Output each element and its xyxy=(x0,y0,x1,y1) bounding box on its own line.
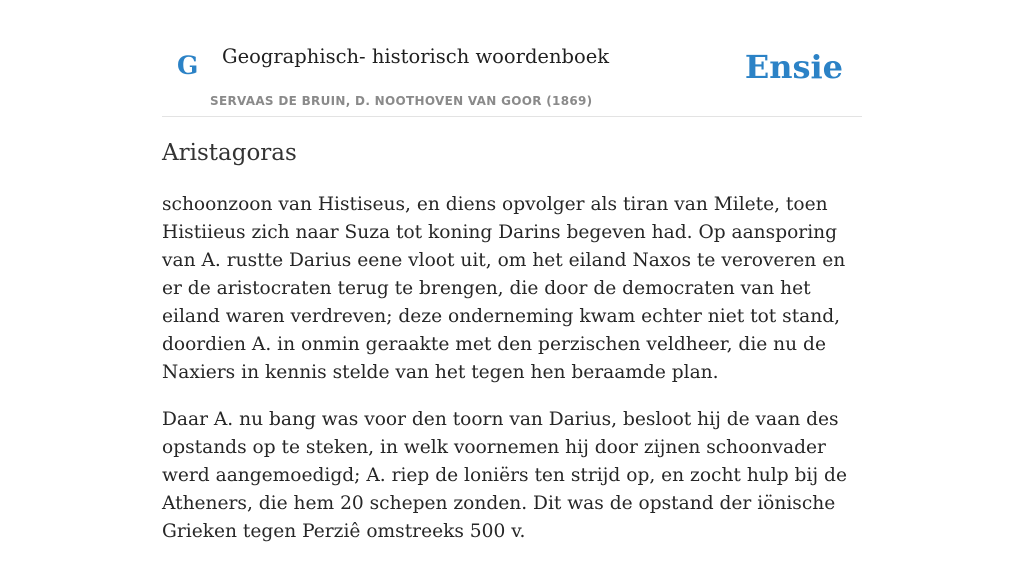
book-title-link[interactable]: Geographisch- historisch woordenboek xyxy=(222,45,610,68)
book-header xyxy=(162,0,862,117)
entry-body xyxy=(162,191,862,565)
entry-paragraph: Daar A. nu bang was voor den toorn van Darius, besloot hij de vaan des opstands op te steken, in welk voornemen hij door zijnen schoonvader werd aangemoedigd; A. riep de loniërs ten strijd op, en zocht hulp bij de Atheners, die hem 20 schepen zonden. Dit was de opstand der iönische Grieken tegen Perziê omstreeks 500 v. xyxy=(162,409,847,542)
entry-title: Aristagoras xyxy=(162,140,297,166)
book-authors: SERVAAS DE BRUIN, D. NOOTHOVEN VAN GOOR (1869) xyxy=(210,94,593,108)
book-logo-icon[interactable]: G xyxy=(177,51,199,80)
entry-paragraph: schoonzoon van Histiseus, en diens opvolger als tiran van Milete, toen Histiieus zich naar Suza tot koning Darins begeven had. Op aansporing van A. rustte Darius eene vloot uit, om het eiland Naxos te veroveren en er de aristocraten terug te brengen, die door de democraten van het eiland waren verdreven; deze onderneming kwam echter niet tot stand, doordien A. in onmin geraakte met den perzischen veldheer, die nu de Naxiers in kennis stelde van het tegen hen beraamde plan. xyxy=(162,194,846,383)
ensie-logo[interactable]: Ensie xyxy=(744,48,843,86)
